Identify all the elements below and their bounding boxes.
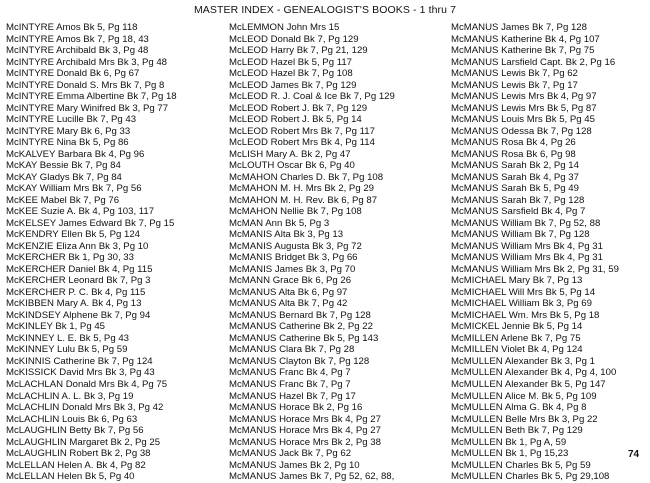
index-entry: McMULLEN Belle Mrs Bk 3, Pg 22	[451, 413, 598, 425]
index-entry: McKEE Suzie A. Bk 4, Pg 103, 117	[6, 206, 155, 218]
index-entry: McMAHON Charles D. Bk 7, Pg 108	[229, 171, 384, 183]
index-entry: McMULLEN Beth Bk 7, Pg 129	[451, 425, 583, 437]
index-entry: McMANUS Sarah Bk 2, Pg 14	[451, 160, 579, 172]
index-entry: McMANUS Sarah Bk 7, Pg 128	[451, 194, 585, 206]
index-entry: McKERCHER P. C. Bk 4, Pg 115	[6, 286, 146, 298]
index-entry: McMANUS Sarah Bk 5, Pg 49	[451, 183, 579, 195]
index-entry: McLACHLIN Louis Bk 6, Pg 63	[6, 413, 138, 425]
index-entry: McKERCHER Leonard Bk 7, Pg 3	[6, 275, 151, 287]
index-entry: McLAUGHLIN Robert Bk 2, Pg 38	[6, 448, 151, 460]
index-entry: McLAUGHLIN Margaret Bk 2, Pg 25	[6, 436, 161, 448]
index-entry: McMANUS Lewis Mrs Bk 5, Pg 87	[451, 102, 597, 114]
index-entry: McMANUS Rosa Bk 6, Pg 98	[451, 148, 576, 160]
index-entry: McLELLAN Helen Bk 5, Pg 40	[6, 471, 135, 483]
index-entry: McLEOD Harry Bk 7, Pg 21, 129	[229, 45, 368, 57]
index-entry: McMANUS Horace Mrs Bk 4, Pg 27	[229, 425, 381, 437]
index-entry: McMULLEN Alice M. Bk 5, Pg 109	[451, 390, 597, 402]
index-entry: McMANUS William Mrs Bk 4, Pg 31	[451, 252, 603, 264]
index-entry: McMICHAEL Mary Bk 7, Pg 13	[451, 275, 583, 287]
index-entry: McMAN Ann Bk 5, Pg 3	[229, 217, 330, 229]
index-entry: McMANUS Lewis Bk 7, Pg 17	[451, 79, 578, 91]
index-entry: McINTYRE Amos Bk 5, Pg 118	[6, 22, 138, 33]
index-entry: McLEOD Robert J. Bk 5, Pg 14	[229, 114, 362, 126]
index-entry: McMANUS Larsfield Capt. Bk 2, Pg 16	[451, 56, 616, 68]
index-entry: McMANUS Franc Bk 7, Pg 7	[229, 378, 351, 390]
index-entry: McLEOD Robert J. Bk 7, Pg 129	[229, 102, 368, 114]
index-entry: McMULLEN Alma G. Bk 4, Pg 8	[451, 402, 587, 414]
index-entry: McLEOD Donald Bk 7, Pg 129	[229, 33, 359, 45]
index-entry: McINTYRE Nina Bk 5, Pg 86	[6, 137, 129, 149]
index-entry: McMANUS Louis Mrs Bk 5, Pg 45	[451, 114, 595, 126]
index-entry: McLEOD Robert Mrs Bk 7, Pg 117	[229, 125, 375, 137]
index-column-3	[451, 22, 647, 483]
index-entry: McMANUS Katherine Bk 4, Pg 107	[451, 33, 600, 45]
index-entry: McKEE Mabel Bk 7, Pg 76	[6, 194, 120, 206]
index-entry: McLEOD Hazel Bk 5, Pg 117	[229, 56, 352, 68]
index-entry: McKENDRY Ellen Bk 5, Pg 124	[6, 229, 141, 241]
index-entry: McMANUS James Bk 2, Pg 10	[229, 459, 360, 471]
index-entry: McMANUS William Bk 7, Pg 128	[451, 229, 590, 241]
index-entry: McMULLEN Charles Bk 5, Pg 29,108	[451, 471, 610, 483]
index-entry: McINTYRE Archibald Mrs Bk 3, Pg 48	[6, 56, 168, 68]
index-entry: McLOUTH Oscar Bk 6, Pg 40	[229, 160, 355, 172]
index-entry: McLEOD R. J. Coal & Ice Bk 7, Pg 129	[229, 91, 395, 103]
index-entry: McMANUS Horace Mrs Bk 2, Pg 38	[229, 436, 381, 448]
index-entry: McKELSEY James Edward Bk 7, Pg 15	[6, 217, 175, 229]
index-entry: McMANUS William Mrs Bk 4, Pg 31	[451, 240, 603, 252]
index-entry: McMANUS Sarah Bk 4, Pg 37	[451, 171, 579, 183]
index-entry: McINTYRE Donald S. Mrs Bk 7, Pg 8	[6, 79, 165, 91]
index-entry: McMICHAEL Will Mrs Bk 5, Pg 14	[451, 286, 596, 298]
index-entry: McMANUS Alta Bk 7, Pg 42	[229, 298, 348, 310]
index-entry: McKALVEY Barbara Bk 4, Pg 96	[6, 148, 145, 160]
index-entry: McKISSICK David Mrs Bk 3, Pg 43	[6, 367, 155, 379]
index-entry: McKINNEY Lulu Bk 5, Pg 59	[6, 344, 128, 356]
index-entry: McKINDSEY Alphene Bk 7, Pg 94	[6, 309, 151, 321]
index-entry: McMULLEN Charles Bk 5, Pg 59	[451, 459, 591, 471]
index-entry: McLEOD Robert Mrs Bk 4, Pg 114	[229, 137, 375, 149]
index-entry: McMANUS James Bk 7, Pg 52, 62, 88,	[229, 471, 395, 483]
index-entry: McLELLAN Helen A. Bk 4, Pg 82	[6, 459, 146, 471]
index-entry: McMILLEN Violet Bk 4, Pg 124	[451, 344, 583, 356]
index-entry: McMAHON M. H. Rev. Bk 6, Pg 87	[229, 194, 378, 206]
index-entry: McKAY William Mrs Bk 7, Pg 56	[6, 183, 142, 195]
index-entry: McINTYRE Lucille Bk 7, Pg 43	[6, 114, 137, 126]
index-entry: McKINNEY L. E. Bk 5, Pg 43	[6, 332, 129, 344]
index-entry: McMANUS Catherine Bk 5, Pg 143	[229, 332, 379, 344]
index-entry: McKERCHER Daniel Bk 4, Pg 115	[6, 263, 153, 275]
index-entry: McKERCHER Bk 1, Pg 30, 33	[6, 252, 134, 264]
index-entry: McKIBBEN Mary A. Bk 4, Pg 13	[6, 298, 142, 310]
page-number: 74	[628, 449, 640, 460]
index-entry: McLAUGHLIN Betty Bk 7, Pg 56	[6, 425, 144, 437]
index-entry: McMANIS Alta Bk 3, Pg 13	[229, 229, 344, 241]
index-entry: McMICKEL Jennie Bk 5, Pg 14	[451, 321, 583, 333]
index-entry: McKINNIS Catherine Bk 7, Pg 124	[6, 355, 153, 367]
index-entry: McMANUS Katherine Bk 7, Pg 75	[451, 45, 595, 57]
index-entry: McMANUS Horace Bk 2, Pg 16	[229, 402, 363, 414]
index-entry: McMANUS Sarsfield Bk 4, Pg 7	[451, 206, 586, 218]
index-entry: McINTYRE Mary Winifred Bk 3, Pg 77	[6, 102, 169, 114]
index-entry: McMANUS Lewis Bk 7, Pg 62	[451, 68, 578, 80]
index-entry: McMANIS Bridget Bk 3, Pg 66	[229, 252, 358, 264]
index-entry: McMULLEN Bk 1, Pg 15,23	[451, 448, 569, 460]
index-entry: McLACHLIN A. L. Bk 3, Pg 19	[6, 390, 134, 402]
index-entry: McMANUS Clara Bk 7, Pg 28	[229, 344, 355, 356]
index-entry: McMANUS Lewis Mrs Bk 4, Pg 97	[451, 91, 597, 103]
index-entry: McKAY Gladys Bk 7, Pg 84	[6, 171, 122, 183]
index-entry: McLACHLIN Donald Mrs Bk 3, Pg 42	[6, 402, 164, 414]
index-entry: McMILLEN Arlene Bk 7, Pg 75	[451, 332, 581, 344]
index-entry: McINTYRE Mary Bk 6, Pg 33	[6, 125, 131, 137]
index-entry: McLISH Mary A. Bk 2, Pg 47	[229, 148, 351, 160]
index-entry: McMANUS William Mrs Bk 2, Pg 31, 59	[451, 263, 619, 275]
index-entry: McLEOD James Bk 7, Pg 129	[229, 79, 357, 91]
index-entry: McINTYRE Emma Albertine Bk 7, Pg 18	[6, 91, 177, 103]
index-entry: McINTYRE Donald Bk 6, Pg 67	[6, 68, 140, 80]
index-entry: McMANIS James Bk 3, Pg 70	[229, 263, 356, 275]
index-entry: McMANN Grace Bk 6, Pg 26	[229, 275, 352, 287]
index-column-2	[229, 22, 449, 483]
index-entry: McKAY Bessie Bk 7, Pg 84	[6, 160, 121, 172]
index-entry: McMANUS Clayton Bk 7, Pg 128	[229, 355, 370, 367]
index-entry: McMANUS James Bk 7, Pg 128	[451, 22, 587, 33]
index-entry: McMICHAEL Wm. Mrs Bk 5, Pg 18	[451, 309, 600, 321]
index-entry: McLEOD Hazel Bk 7, Pg 108	[229, 68, 353, 80]
index-entry: McMANIS Augusta Bk 3, Pg 72	[229, 240, 362, 252]
index-entry: McMULLEN Alexander Bk 3, Pg 1	[451, 355, 595, 367]
index-entry: McMANUS Franc Bk 4, Pg 7	[229, 367, 351, 379]
index-entry: McMANUS Catherine Bk 2, Pg 22	[229, 321, 373, 333]
index-entry: McMANUS Hazel Bk 7, Pg 17	[229, 390, 356, 402]
index-entry: McMAHON Nellie Bk 7, Pg 108	[229, 206, 362, 218]
index-entry: McMANUS Rosa Bk 4, Pg 26	[451, 137, 576, 149]
index-entry: McMANUS Horace Mrs Bk 4, Pg 27	[229, 413, 381, 425]
page-title: MASTER INDEX - GENEALOGIST'S BOOKS - 1 thru 7	[193, 4, 457, 16]
index-entry: McLEMMON John Mrs 15	[229, 22, 340, 33]
index-entry: McMANUS Bernard Bk 7, Pg 128	[229, 309, 371, 321]
index-entry: McINTYRE Amos Bk 7, Pg 18, 43	[6, 33, 149, 45]
index-column-1	[6, 22, 226, 483]
index-entry: McMANUS Odessa Bk 7, Pg 128	[451, 125, 592, 137]
index-entry: McMAHON M. H. Mrs Bk 2, Pg 29	[229, 183, 374, 195]
index-entry: McINTYRE Archibald Bk 3, Pg 48	[6, 45, 149, 57]
index-entry: McMICHAEL William Bk 3, Pg 69	[451, 298, 592, 310]
index-entry: McMULLEN Alexander Bk 5, Pg 147	[451, 378, 606, 390]
index-entry: McMULLEN Bk 1, Pg A, 59	[451, 436, 567, 448]
index-entry: McMANUS Jack Bk 7, Pg 62	[229, 448, 352, 460]
index-entry: McMANUS Alta Bk 6, Pg 97	[229, 286, 348, 298]
index-entry: McLACHLAN Donald Mrs Bk 4, Pg 75	[6, 378, 168, 390]
index-entry: McKENZIE Eliza Ann Bk 3, Pg 10	[6, 240, 149, 252]
index-entry: McMULLEN Alexander Bk 4, Pg 4, 100	[451, 367, 617, 379]
index-entry: McKINLEY Bk 1, Pg 45	[6, 321, 106, 333]
index-entry: McMANUS William Bk 7, Pg 52, 88	[451, 217, 601, 229]
